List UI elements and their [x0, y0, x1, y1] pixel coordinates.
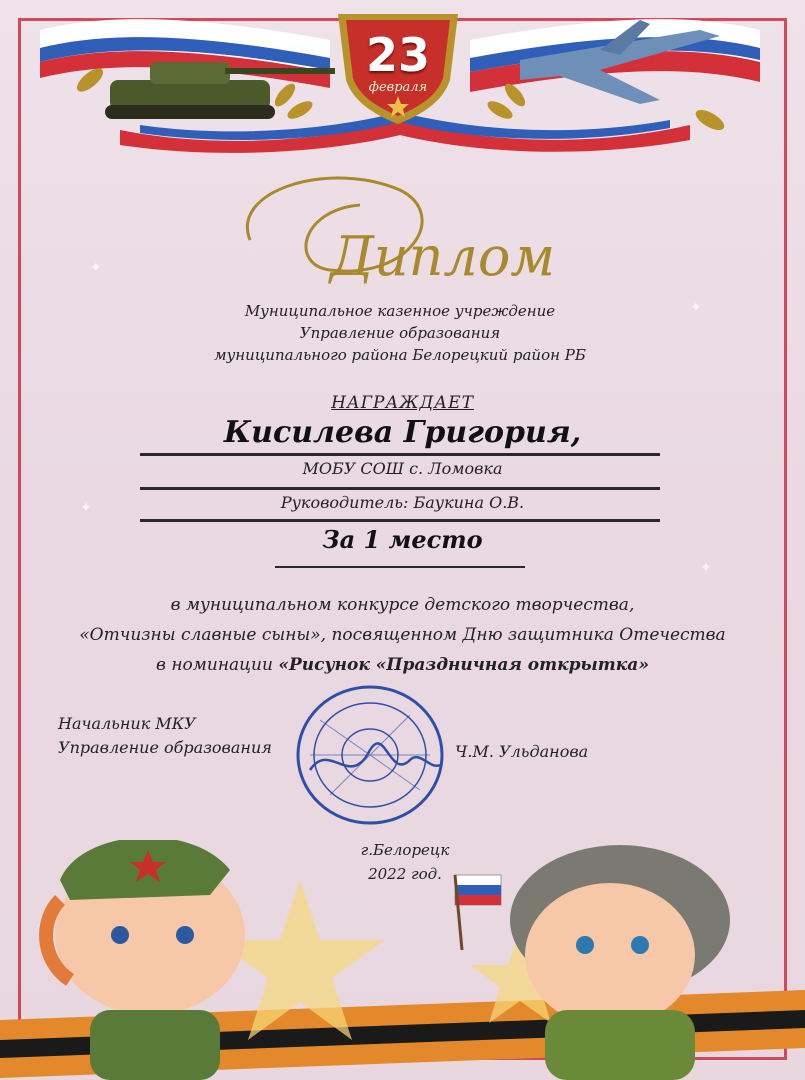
city-name: г.Белорецк — [360, 841, 450, 859]
nomination-prefix: в номинации — [156, 655, 279, 675]
divider-line — [140, 519, 660, 522]
signature-title-line: Управление образования — [58, 738, 272, 757]
contest-line: в муниципальном конкурсе детского творчества, — [170, 595, 635, 615]
title-text: Диплом — [330, 225, 556, 288]
recipient-school: МОБУ СОШ с. Ломовка — [302, 459, 503, 478]
sparkle-icon: ✦ — [690, 300, 702, 316]
date-badge — [332, 8, 464, 126]
signature-title — [58, 712, 272, 760]
badge-number: 23 — [365, 28, 430, 82]
contest-line — [20, 650, 785, 680]
award-place: За 1 место — [322, 525, 483, 554]
contest-description — [20, 590, 785, 680]
issuer-block — [100, 300, 700, 366]
issuer-line: Управление образования — [299, 324, 501, 342]
sparkle-icon: ✦ — [700, 560, 712, 576]
sparkle-icon: ✦ — [80, 500, 92, 516]
issuer-line: муниципального района Белорецкий район РБ — [214, 346, 586, 364]
divider-line — [140, 487, 660, 490]
diploma-title — [210, 150, 610, 300]
children-illustration — [0, 840, 805, 1080]
recipient-leader: Руководитель: Баукина О.В. — [280, 493, 525, 512]
recipient-name: Кисилева Григория, — [223, 415, 582, 450]
contest-line: «Отчизны славные сыны», посвященном Дню защитника Отечества — [79, 625, 726, 645]
divider-line — [275, 566, 525, 568]
year: 2022 год. — [368, 865, 442, 883]
divider-line — [140, 453, 660, 456]
awards-label: НАГРАЖДАЕТ — [331, 393, 474, 413]
signature-scribble — [310, 743, 440, 770]
issuer-line: Муниципальное казенное учреждение — [244, 302, 556, 320]
signer-name: Ч.М. Ульданова — [455, 742, 589, 761]
nomination-title: «Рисунок «Праздничная открытка» — [278, 655, 649, 675]
signature-title-line: Начальник МКУ — [58, 714, 196, 733]
badge-month: февраля — [368, 80, 428, 95]
sparkle-icon: ✦ — [90, 260, 102, 276]
official-stamp — [290, 680, 450, 830]
